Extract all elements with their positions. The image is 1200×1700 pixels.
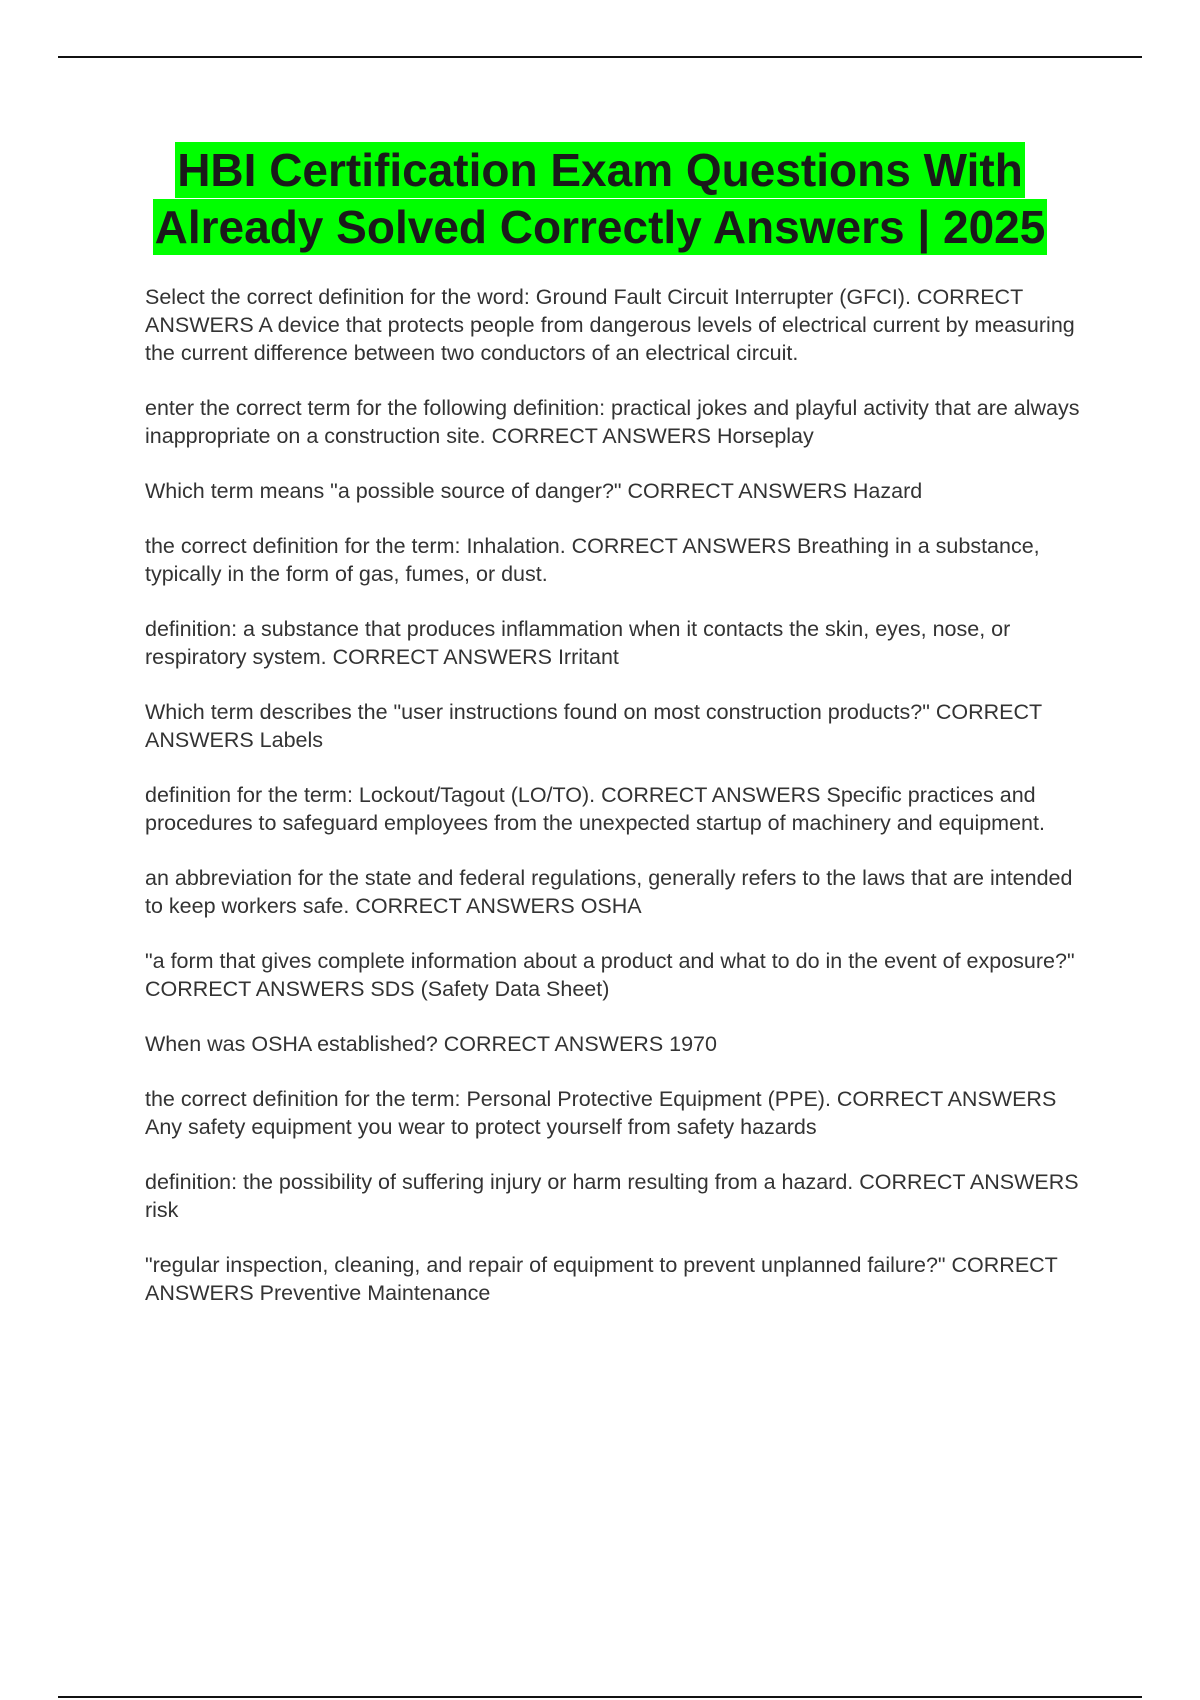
title-line-1: HBI Certification Exam Questions With — [177, 144, 1023, 196]
qa-item-risk: definition: the possibility of suffering injury or harm resulting from a hazard. CORRECT ANSWERS risk — [145, 1170, 1079, 1222]
qa-item-sds: "a form that gives complete information about a product and what to do in the event of exposure?" CORRECT ANSWERS SDS (Safety Data Sheet) — [145, 949, 1075, 1001]
qa-list — [145, 283, 1090, 1334]
qa-item-inhalation: the correct definition for the term: Inhalation. CORRECT ANSWERS Breathing in a substance, typically in the form of gas, fumes, or dust. — [145, 534, 1040, 586]
qa-item-osha: an abbreviation for the state and federal regulations, generally refers to the laws that are intended to keep workers safe. CORRECT ANSWERS OSHA — [145, 866, 1073, 918]
qa-item-gfci: Select the correct definition for the word: Ground Fault Circuit Interrupter (GFCI). CORRECT ANSWERS A device that protects people from dangerous levels of electrical current by measuring the current difference between two conductors of an electrical circuit. — [145, 285, 1075, 365]
qa-item-labels: Which term describes the "user instructions found on most construction products?" CORRECT ANSWERS Labels — [145, 700, 1042, 752]
qa-item-lockout-tagout: definition for the term: Lockout/Tagout (LO/TO). CORRECT ANSWERS Specific practices and procedures to safeguard employees from the unexpected startup of machinery and equipment. — [145, 783, 1045, 835]
qa-item-irritant: definition: a substance that produces inflammation when it contacts the skin, eyes, nose, or respiratory system. CORRECT ANSWERS Irritant — [145, 617, 1011, 669]
qa-item-ppe: the correct definition for the term: Personal Protective Equipment (PPE). CORRECT ANSWERS Any safety equipment you wear to protect yourself from safety hazards — [145, 1087, 1057, 1139]
title-line-2: Already Solved Correctly Answers | 2025 — [154, 201, 1046, 253]
qa-item-horseplay: enter the correct term for the following definition: practical jokes and playful activity that are always inappropriate on a construction site. CORRECT ANSWERS Horseplay — [145, 396, 1080, 448]
qa-item-preventive-maintenance: "regular inspection, cleaning, and repair of equipment to prevent unplanned failure?" CORRECT ANSWERS Preventive Maintenance — [145, 1253, 1058, 1305]
document-title — [0, 142, 1200, 256]
qa-item-hazard: Which term means "a possible source of danger?" CORRECT ANSWERS Hazard — [145, 479, 923, 503]
bottom-divider — [58, 1696, 1142, 1698]
top-divider — [58, 56, 1142, 58]
qa-item-osha-established: When was OSHA established? CORRECT ANSWERS 1970 — [145, 1032, 717, 1056]
